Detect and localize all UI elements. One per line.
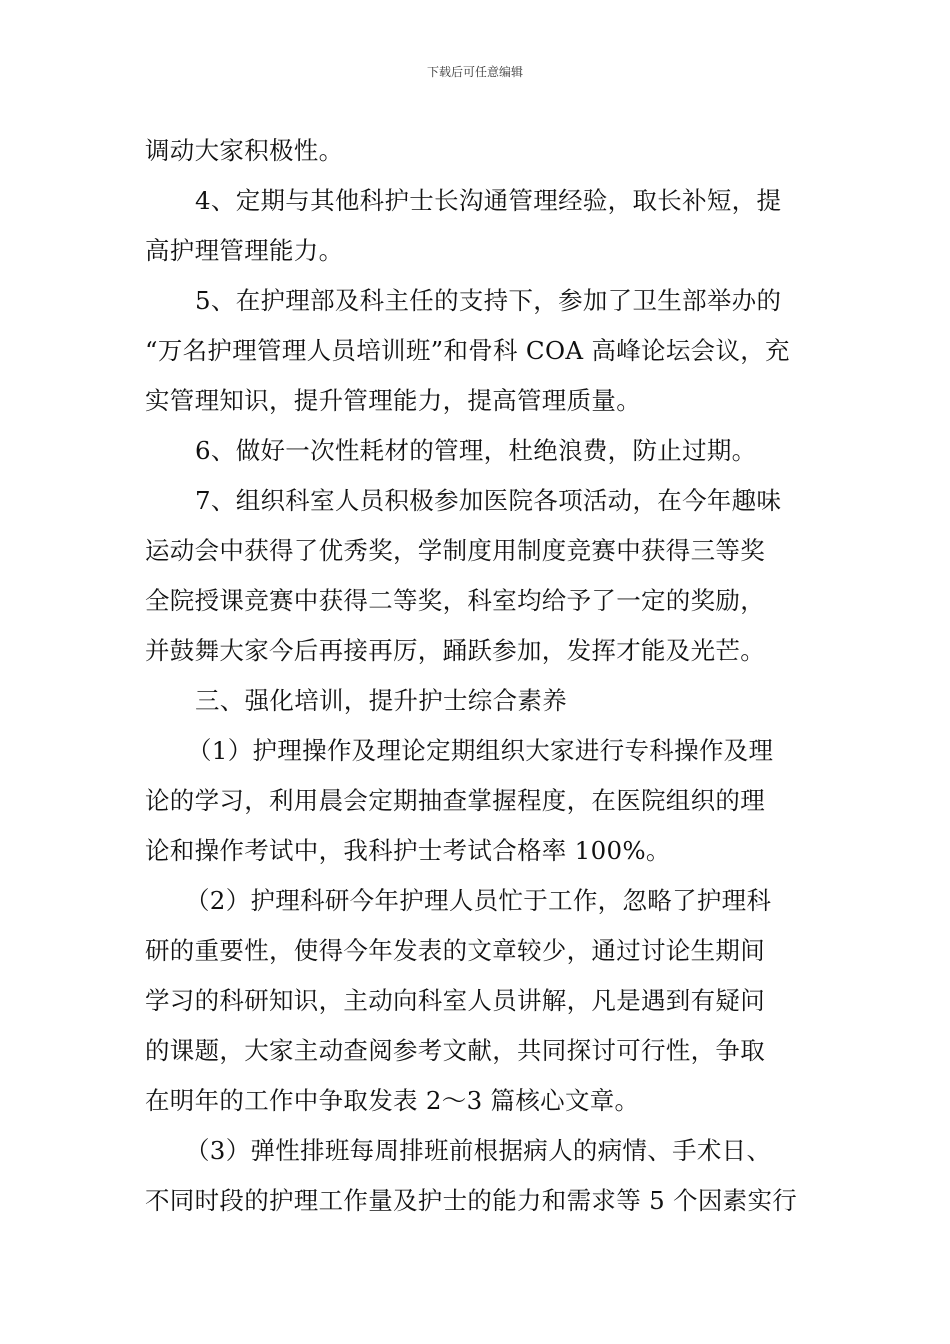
text-line: 实管理知识，提升管理能力，提高管理质量。 [145,386,641,415]
text-line: 不同时段的护理工作量及护士的能力和需求等 5 个因素实行 [145,1186,798,1215]
text-line: 并鼓舞大家今后再接再厉，踊跃参加，发挥才能及光芒。 [145,636,765,665]
text-line: 6、做好一次性耗材的管理，杜绝浪费，防止过期。 [195,436,757,465]
text-line: 论的学习，利用晨会定期抽查掌握程度，在医院组织的理 [145,786,765,815]
text-line: （1）护理操作及理论定期组织大家进行专科操作及理 [187,736,774,765]
text-line: 学习的科研知识，主动向科室人员讲解，凡是遇到有疑问 [145,986,765,1015]
document-body [145,126,810,1226]
text-line: 5、在护理部及科主任的支持下，参加了卫生部举办的 [195,286,782,315]
text-line: （3）弹性排班每周排班前根据病人的病情、手术日、 [185,1136,772,1165]
text-line: 研的重要性，使得今年发表的文章较少，通过讨论生期间 [145,936,765,965]
text-line: 全院授课竞赛中获得二等奖，科室均给予了一定的奖励， [145,586,765,615]
text-line: （2）护理科研今年护理人员忙于工作，忽略了护理科 [185,886,772,915]
text-line: 的课题，大家主动查阅参考文献，共同探讨可行性，争取 [145,1036,765,1065]
text-line: 调动大家积极性。 [145,136,344,165]
text-line: 7、组织科室人员积极参加医院各项活动，在今年趣味 [195,486,782,515]
text-line: “万名护理管理人员培训班”和骨科 COA 高峰论坛会议，充 [145,336,790,365]
section-heading: 三、强化培训，提升护士综合素养 [195,686,567,715]
page-header: 下载后可任意编辑 [426,65,523,79]
text-line: 在明年的工作中争取发表 2～3 篇核心文章。 [145,1086,640,1115]
text-line: 4、定期与其他科护士长沟通管理经验，取长补短，提 [195,186,782,215]
text-line: 论和操作考试中，我科护士考试合格率 100%。 [145,836,671,865]
text-line: 运动会中获得了优秀奖，学制度用制度竞赛中获得三等奖 [145,536,765,565]
text-line: 高护理管理能力。 [145,236,344,265]
